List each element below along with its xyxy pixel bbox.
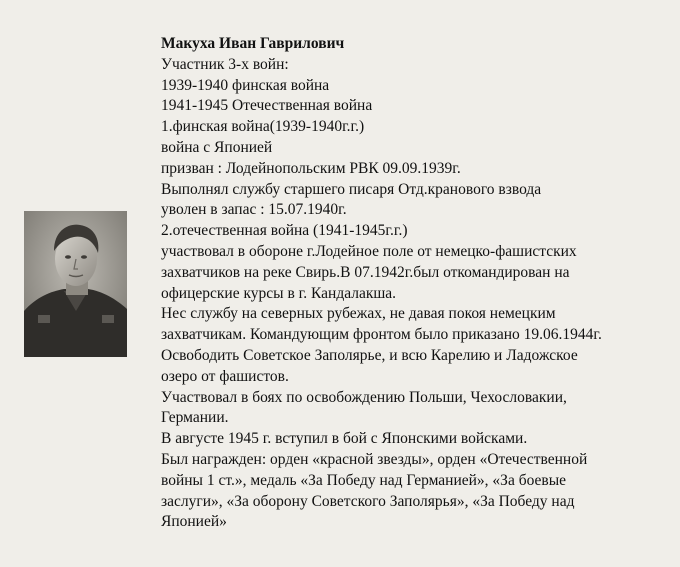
bio-line: Участвовал в боях по освобождению Польши, Чехословакии, xyxy=(161,388,567,406)
bio-line: офицерские курсы в г. Кандалакша. xyxy=(161,284,397,302)
bio-line: призван : Лодейнопольским РВК 09.09.1939г. xyxy=(161,159,461,177)
bio-line: 1941-1945 Отечественная война xyxy=(161,97,373,115)
bio-line: Был награжден: орден «красной звезды», орден «Отечественной xyxy=(161,450,588,468)
bio-line: Выполнял службу старшего писаря Отд.кранового взвода xyxy=(161,180,542,198)
bio-line: заслуги», «За оборону Советского Заполярья», «За Победу над xyxy=(161,492,575,510)
bio-line: В августе 1945 г. вступил в бой с Японскими войсками. xyxy=(161,430,528,448)
bio-line: Японией» xyxy=(161,513,227,531)
biography-text xyxy=(161,34,661,533)
person-name: Макуха Иван Гаврилович xyxy=(161,35,345,52)
bio-line: Участник 3-х войн: xyxy=(161,55,289,73)
bio-line: 1.финская война(1939-1940г.г.) xyxy=(161,118,365,136)
bio-line: 1939-1940 финская война xyxy=(161,76,330,94)
bio-line: война с Японией xyxy=(161,138,273,156)
bio-line: Освободить Советское Заполярье, и всю Карелию и Ладожское xyxy=(161,346,578,364)
bio-line: Германии. xyxy=(161,409,229,427)
bio-line: озеро от фашистов. xyxy=(161,367,289,385)
bio-line: уволен в запас : 15.07.1940г. xyxy=(161,201,347,219)
portrait-photo-icon xyxy=(24,211,127,357)
bio-line: захватчиков на реке Свирь.В 07.1942г.был откомандирован на xyxy=(161,263,570,281)
bio-line: Нес службу на северных рубежах, не давая покоя немецким xyxy=(161,305,556,323)
bio-line: захватчикам. Командующим фронтом было приказано 19.06.1944г. xyxy=(161,326,602,344)
bio-line: участвовал в обороне г.Лодейное поле от немецко-фашистских xyxy=(161,242,577,260)
bio-line: войны 1 ст.», медаль «За Победу над Германией», «За боевые xyxy=(161,471,567,489)
bio-line: 2.отечественная война (1941-1945г.г.) xyxy=(161,222,408,240)
